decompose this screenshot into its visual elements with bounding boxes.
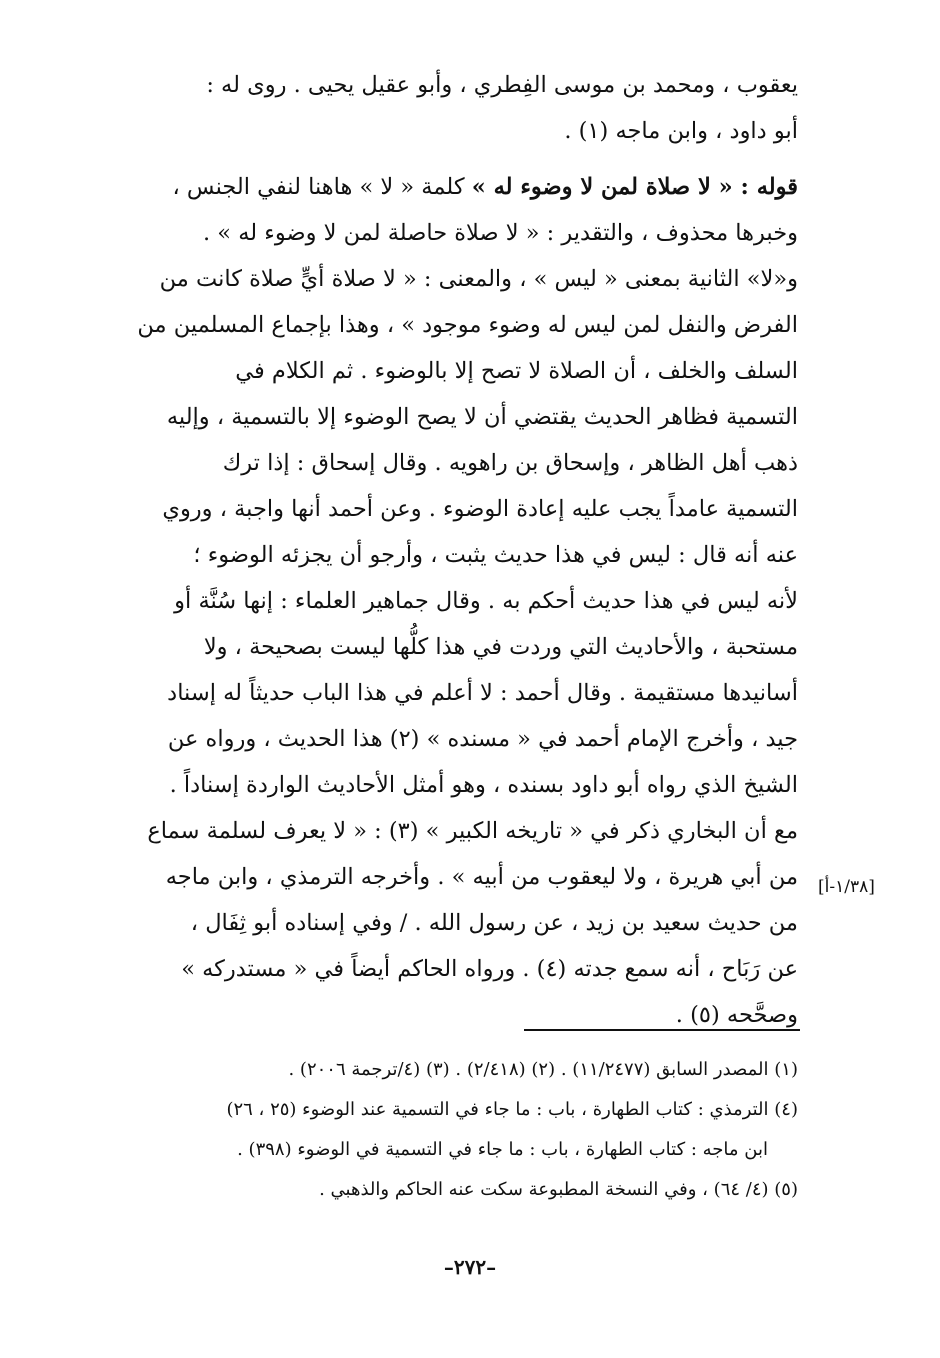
text-line: مستحبة ، والأحاديث التي وردت في هذا كلُّها ليست بصحيحة ، ولا <box>203 634 798 660</box>
paragraph-gap <box>138 154 798 164</box>
text-line: لأنه ليس في هذا حديث أحكم به . وقال جماهير العلماء : إنها سُنَّة أو <box>174 588 798 614</box>
footnote-line: (٥) (٤/ ٦٤) ، وفي النسخة المطبوعة سكت عنه الحاكم والذهبي . <box>319 1179 798 1200</box>
text-line: من أبي هريرة ، ولا ليعقوب من أبيه » . وأخرجه الترمذي ، وابن ماجه <box>165 864 798 890</box>
footnote-line: ابن ماجه : كتاب الطهارة ، باب : ما جاء في التسمية في الوضوء (٣٩٨) . <box>237 1139 768 1160</box>
text-line: ذهب أهل الظاهر ، وإسحاق بن راهويه . وقال إسحاق : إذا ترك <box>222 450 798 476</box>
text-line: الشيخ الذي رواه أبو داود بسنده ، وهو أمثل الأحاديث الواردة إسناداً . <box>169 772 798 798</box>
text-line: عنه أنه قال : ليس في هذا حديث يثبت ، وأرجو أن يجزئه الوضوء ؛ <box>193 542 798 568</box>
text-line: التسمية فظاهر الحديث يقتضي أن لا يصح الوضوء إلا بالتسمية ، وإليه <box>166 404 798 430</box>
footnote-line: (١) المصدر السابق (١١/٢٤٧٧) . (٢) (٢/٤١٨) . (٣) (٤/ترجمة ٢٠٠٦) . <box>288 1059 798 1080</box>
page-number: –٢٧٢– <box>443 1255 497 1279</box>
text-line: يعقوب ، ومحمد بن موسى الفِطري ، وأبو عقيل يحيى . روى له : <box>206 72 798 98</box>
text-line: و«لا» الثانية بمعنى « ليس » ، والمعنى : « لا صلاة أيٍّ صلاة كانت من <box>159 266 798 292</box>
text-line: السلف والخلف ، أن الصلاة لا تصح إلا بالوضوء . ثم الكلام في <box>235 358 798 384</box>
text-line: جيد ، وأخرج الإمام أحمد في « مسنده » (٢) هذا الحديث ، ورواه عن <box>167 726 798 752</box>
text-line: من حديث سعيد بن زيد ، عن رسول الله . / وفي إسناده أبو ثِفَال ، <box>190 910 798 936</box>
text-line: عن رَبَاح ، أنه سمع جدته (٤) . ورواه الحاكم أيضاً في « مستدركه » <box>181 956 798 982</box>
main-text <box>138 62 798 1038</box>
text-line: وصحَّحه (٥) . <box>675 1002 798 1028</box>
footnotes <box>118 1050 798 1210</box>
hadith-heading: قوله : « لا صلاة لمن لا وضوء له » <box>471 174 798 200</box>
manuscript-folio-reference: [١/٣٨-أ] <box>818 877 875 897</box>
text-line: أسانيدها مستقيمة . وقال أحمد : لا أعلم في هذا الباب حديثاً له إسناد <box>167 680 798 706</box>
footnote-line: (٤) الترمذي : كتاب الطهارة ، باب : ما جاء في التسمية عند الوضوء (٢٥ ، ٢٦) <box>226 1099 798 1120</box>
text-line: أبو داود ، وابن ماجه (١) . <box>564 118 798 144</box>
text-line: التسمية عامداً يجب عليه إعادة الوضوء . وعن أحمد أنها واجبة ، وروي <box>162 496 798 522</box>
text-line <box>138 164 798 210</box>
text-fragment: كلمة « لا » هاهنا لنفي الجنس ، <box>172 174 472 200</box>
text-line: الفرض والنفل لمن ليس له وضوء موجود » ، وهذا بإجماع المسلمين من <box>137 312 798 338</box>
footnote-separator <box>524 1029 800 1031</box>
text-line: مع أن البخاري ذكر في « تاريخه الكبير » (٣) : « لا يعرف لسلمة سماع <box>147 818 798 844</box>
text-line: وخبرها محذوف ، والتقدير : « لا صلاة حاصلة لمن لا وضوء له » . <box>202 220 798 246</box>
